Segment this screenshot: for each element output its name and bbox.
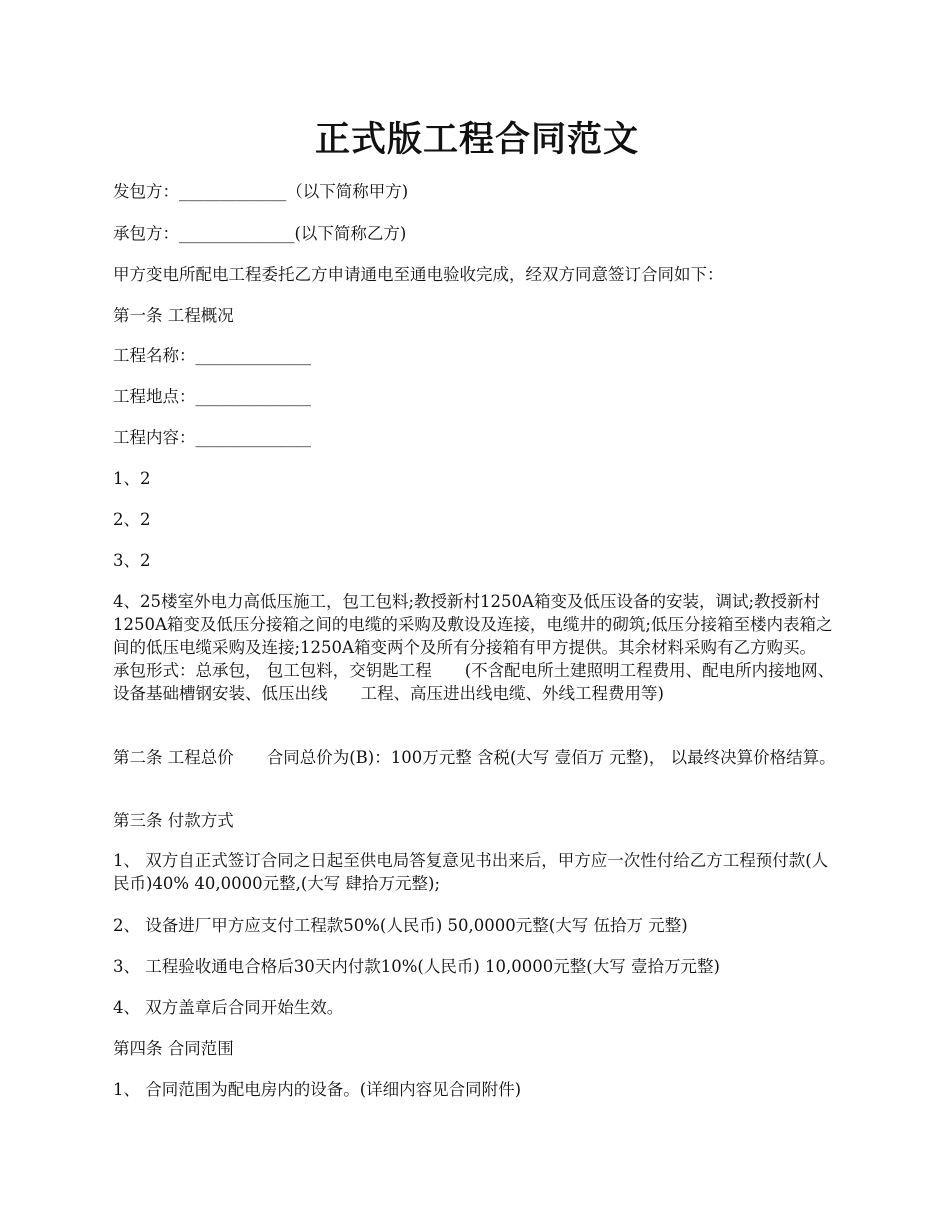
list-item: 1、2: [113, 469, 151, 488]
party-a-line: 发包方：_____________（以下简称甲方): [113, 182, 409, 201]
article-4-heading: 第四条 合同范围: [113, 1039, 234, 1058]
project-content-line: 工程内容：______________: [113, 428, 311, 447]
payment-item-1: 1、 双方自正式签订合同之日起至供电局答复意见书出来后，甲方应一次性付给乙方工程预付款(人民币)40% 40,0000元整,(大写 肆拾万元整);: [113, 851, 829, 893]
article-3-heading: 第三条 付款方式: [113, 811, 234, 830]
article-1-heading: 第一条 工程概况: [113, 306, 234, 325]
payment-item-3: 3、 工程验收通电合格后30天内付款10%(人民币) 10,0000元整(大写 壹拾万元整): [113, 957, 720, 976]
list-item: 3、2: [113, 551, 151, 570]
intro-paragraph: 甲方变电所配电工程委托乙方申请通电至通电验收完成，经双方同意签订合同如下：: [113, 265, 724, 284]
project-location-line: 工程地点：______________: [113, 387, 311, 406]
scope-paragraph: 4、25楼室外电力高低压施工，包工包料;教授新村1250A箱变及低压设备的安装，调试;教授新村1250A箱变及低压分接箱之间的电缆的采购及敷设及连接，电缆井的砌筑;低压分接箱至楼内表箱之间的低压电缆采购及连接;1250A箱变两个及所有分接箱有甲方提供。其余材料采购有乙方购买。 承包形式：总承包， 包工包料，交钥匙工程 (不含配电所土建照明工程费用、配电所内接地网、设备基础槽钢安装、低压出线 工程、高压进出线电缆、外线工程费用等): [113, 592, 841, 703]
party-b-line: 承包方：______________(以下简称乙方): [113, 224, 407, 243]
project-name-line: 工程名称：______________: [113, 346, 311, 365]
document-title: 正式版工程合同范文: [314, 119, 639, 160]
contract-scope-item-1: 1、 合同范围为配电房内的设备。(详细内容见合同附件): [113, 1080, 522, 1099]
payment-item-2: 2、 设备进厂甲方应支付工程款50%(人民币) 50,0000元整(大写 伍拾万 元整): [113, 916, 688, 935]
payment-item-4: 4、 双方盖章后合同开始生效。: [113, 998, 344, 1017]
list-item: 2、2: [113, 510, 151, 529]
article-2-paragraph: 第二条 工程总价 合同总价为(B)：100万元整 含税(大写 壹佰万 元整)， 以最终决算价格结算。: [113, 748, 836, 767]
